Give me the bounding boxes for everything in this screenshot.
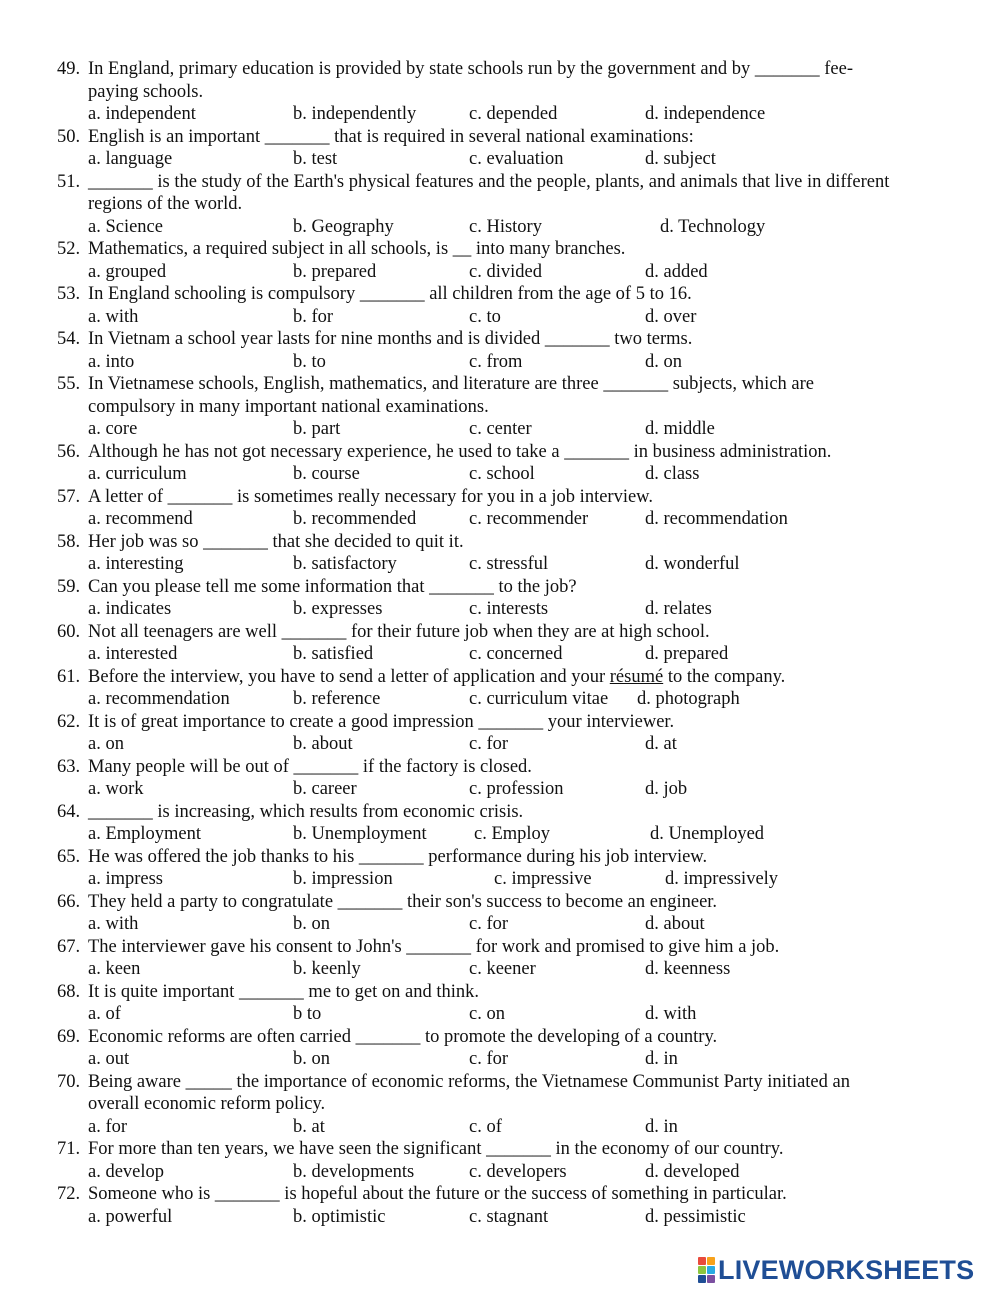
question-text (0, 1071, 903, 1094)
question-stem-line: Economic reforms are often carried _______ to promote the developing of a country. (88, 1026, 718, 1047)
question-text (0, 666, 903, 689)
question-stem-line: _______ is increasing, which results from economic crisis. (88, 801, 524, 822)
option-d[interactable]: d. about (645, 914, 705, 934)
option-b[interactable]: b. Geography (293, 216, 394, 237)
option-c[interactable]: c. interests (469, 599, 549, 619)
question-text (0, 936, 903, 959)
option-d[interactable]: d. photograph (637, 689, 740, 709)
option-d[interactable]: d. impressively (665, 869, 779, 889)
logo-square (698, 1257, 706, 1265)
option-c[interactable]: c. developers (469, 1161, 567, 1182)
question-text (0, 171, 903, 194)
answer-options (0, 823, 1000, 846)
option-b[interactable]: b. part (293, 419, 341, 439)
answer-options (0, 1116, 1000, 1139)
option-a[interactable]: a. develop (88, 1161, 165, 1182)
answer-options (0, 688, 1000, 711)
question-stem-line: The interviewer gave his consent to John's _______ for work and promised to give him a job. (88, 936, 780, 957)
question-stem-line: Many people will be out of _______ if the factory is closed. (88, 756, 532, 777)
option-c[interactable]: c. for (469, 1049, 509, 1069)
question-66 (0, 891, 1000, 936)
question-number: 60. (57, 621, 81, 642)
option-b[interactable]: b. satisfactory (293, 554, 397, 574)
question-text (0, 441, 903, 464)
option-d[interactable]: d. developed (645, 1161, 740, 1182)
question-number: 61. (57, 666, 81, 687)
question-stem-line: In England, primary education is provided by state schools run by the government and by _______ fee- (88, 59, 853, 79)
question-stem-line: overall economic reform policy. (88, 1094, 326, 1114)
question-stem-line: Being aware _____ the importance of economic reforms, the Vietnamese Communist Party initiated an (88, 1071, 850, 1092)
option-c[interactable]: c. Employ (474, 824, 551, 844)
question-text (0, 238, 903, 261)
option-c[interactable]: c. from (469, 351, 523, 372)
option-b[interactable]: b. at (293, 1116, 325, 1137)
option-a[interactable]: a. recommendation (88, 689, 230, 709)
option-c[interactable]: c. profession (469, 779, 564, 799)
question-59 (0, 576, 1000, 621)
answer-options (0, 778, 1000, 801)
answer-options (0, 1003, 1000, 1026)
option-d[interactable]: d. added (645, 261, 708, 282)
question-text (0, 1183, 903, 1206)
question-65 (0, 846, 1000, 891)
answer-options (0, 261, 1000, 284)
option-a[interactable]: a. for (88, 1116, 128, 1137)
question-text (0, 486, 903, 509)
option-d[interactable]: d. keenness (645, 959, 731, 979)
option-c[interactable]: c. curriculum vitae (469, 689, 609, 709)
option-d[interactable]: d. Technology (660, 216, 766, 237)
question-number: 72. (57, 1184, 81, 1204)
option-b[interactable]: b. independently (293, 104, 417, 124)
option-c[interactable]: c. for (469, 914, 509, 934)
question-stem-line: In England schooling is compulsory _______ all children from the age of 5 to 16. (88, 284, 692, 304)
question-stem-line: Can you please tell me some information that _______ to the job? (88, 576, 577, 597)
question-50 (0, 126, 1000, 171)
question-number: 54. (57, 329, 81, 349)
option-d[interactable]: d. at (645, 734, 677, 754)
question-stem-line: regions of the world. (88, 194, 243, 214)
option-a[interactable]: a. interesting (88, 554, 184, 574)
question-71 (0, 1138, 1000, 1183)
question-number: 67. (57, 936, 81, 957)
option-a[interactable]: a. on (88, 734, 124, 754)
option-d[interactable]: d. in (645, 1049, 678, 1069)
question-text (0, 756, 903, 779)
option-d[interactable]: d. relates (645, 599, 712, 619)
question-52 (0, 238, 1000, 283)
question-49 (0, 58, 1000, 126)
option-d[interactable]: d. wonderful (645, 554, 740, 574)
logo-text: LIVEWORKSHEETS (718, 1254, 975, 1285)
answer-options (0, 351, 1000, 374)
question-stem-line: A letter of _______ is sometimes really necessary for you in a job interview. (88, 486, 653, 507)
option-a[interactable]: a. with (88, 306, 139, 327)
question-number: 69. (57, 1026, 81, 1047)
question-number: 56. (57, 441, 81, 462)
option-c[interactable]: c. impressive (494, 869, 592, 889)
answer-options (0, 103, 1000, 126)
option-c[interactable]: c. for (469, 734, 509, 754)
question-number: 68. (57, 981, 81, 1002)
option-d[interactable]: d. in (645, 1116, 678, 1137)
option-a[interactable]: a. indicates (88, 599, 172, 619)
option-a[interactable]: a. recommend (88, 509, 193, 529)
option-a[interactable]: a. language (88, 149, 173, 169)
question-text (0, 801, 903, 824)
option-c[interactable]: c. on (469, 1004, 505, 1024)
question-number: 63. (57, 756, 81, 777)
question-60 (0, 621, 1000, 666)
question-68 (0, 981, 1000, 1026)
answer-options (0, 148, 1000, 171)
question-number: 52. (57, 239, 81, 259)
option-a[interactable]: a. core (88, 419, 138, 439)
option-a[interactable]: a. Employment (88, 824, 202, 844)
logo-square (698, 1266, 706, 1274)
option-b[interactable]: b. recommended (293, 509, 417, 529)
answer-options (0, 508, 1000, 531)
logo-square (707, 1257, 715, 1265)
logo-square (707, 1275, 715, 1283)
question-text (0, 891, 903, 914)
answer-options (0, 958, 1000, 981)
question-text (0, 981, 903, 1004)
question-58 (0, 531, 1000, 576)
answer-options (0, 733, 1000, 756)
question-number: 58. (57, 531, 81, 552)
option-b[interactable]: b. to (293, 351, 326, 372)
question-stem-line: paying schools. (88, 81, 204, 102)
worksheet (0, 58, 1000, 1228)
option-b[interactable]: b. on (293, 914, 330, 934)
question-63 (0, 756, 1000, 801)
option-b[interactable]: b. reference (293, 689, 381, 709)
question-stem-line: He was offered the job thanks to his _______ performance during his job interview. (88, 846, 708, 867)
question-stem-line: Someone who is _______ is hopeful about the future or the success of something in particular. (88, 1184, 787, 1204)
question-stem-line: Before the interview, you have to send a letter of application and your résumé to the company. (88, 666, 786, 687)
option-d[interactable]: d. prepared (645, 644, 729, 664)
question-number: 53. (57, 284, 81, 304)
option-a[interactable]: a. work (88, 779, 144, 799)
option-a[interactable]: a. independent (88, 104, 196, 124)
option-a[interactable]: a. interested (88, 644, 178, 664)
question-51 (0, 171, 1000, 239)
option-c[interactable]: c. keener (469, 959, 536, 979)
question-56 (0, 441, 1000, 486)
logo-square (698, 1275, 706, 1283)
option-c[interactable]: c. school (469, 464, 535, 484)
option-b[interactable]: b. test (293, 149, 338, 169)
question-stem-line: In Vietnamese schools, English, mathematics, and literature are three _______ subjects, which are (88, 374, 814, 394)
option-d[interactable]: d. pessimistic (645, 1206, 746, 1227)
question-stem-line: English is an important _______ that is required in several national examinations: (88, 126, 694, 147)
option-b[interactable]: b. about (293, 734, 353, 754)
question-text-continued (0, 81, 903, 104)
question-stem-line: Mathematics, a required subject in all schools, is __ into many branches. (88, 239, 626, 259)
option-b[interactable]: b. for (293, 306, 334, 327)
question-text (0, 531, 903, 554)
option-b[interactable]: b. satisfied (293, 644, 374, 664)
question-text (0, 1138, 903, 1161)
question-text (0, 576, 903, 599)
question-62 (0, 711, 1000, 756)
question-text (0, 711, 903, 734)
question-53 (0, 283, 1000, 328)
option-b[interactable]: b. prepared (293, 261, 377, 282)
question-number: 59. (57, 576, 81, 597)
question-text (0, 58, 903, 81)
option-c[interactable]: c. depended (469, 104, 558, 124)
option-b[interactable]: b. keenly (293, 959, 361, 979)
question-67 (0, 936, 1000, 981)
answer-options (0, 913, 1000, 936)
answer-options (0, 463, 1000, 486)
question-text (0, 283, 903, 306)
question-number: 65. (57, 846, 81, 867)
question-64 (0, 801, 1000, 846)
option-a[interactable]: a. out (88, 1049, 130, 1069)
option-d[interactable]: d. independence (645, 104, 766, 124)
option-a[interactable]: a. powerful (88, 1206, 173, 1227)
question-stem-line: In Vietnam a school year lasts for nine months and is divided _______ two terms. (88, 329, 693, 349)
question-number: 55. (57, 374, 81, 394)
answer-options (0, 598, 1000, 621)
option-a[interactable]: a. curriculum (88, 464, 187, 484)
option-a[interactable]: a. impress (88, 869, 164, 889)
question-number: 57. (57, 486, 81, 507)
question-number: 50. (57, 126, 81, 147)
question-text (0, 126, 903, 149)
option-b[interactable]: b. Unemployment (293, 824, 427, 844)
answer-options (0, 418, 1000, 441)
question-stem-line: For more than ten years, we have seen the significant _______ in the economy of our country. (88, 1139, 784, 1159)
question-number: 70. (57, 1071, 81, 1092)
option-b[interactable]: b. career (293, 779, 357, 799)
option-b[interactable]: b. optimistic (293, 1206, 386, 1227)
option-b[interactable]: b to (293, 1004, 322, 1024)
option-c[interactable]: c. evaluation (469, 149, 564, 169)
option-d[interactable]: d. subject (645, 149, 716, 169)
question-text-continued (0, 396, 903, 419)
option-c[interactable]: c. of (469, 1116, 502, 1137)
answer-options (0, 216, 1000, 239)
option-c[interactable]: c. recommender (469, 509, 589, 529)
question-stem-line: They held a party to congratulate _______ their son's success to become an engineer. (88, 891, 718, 912)
option-b[interactable]: b. developments (293, 1161, 415, 1182)
option-b[interactable]: b. expresses (293, 599, 383, 619)
option-c[interactable]: c. concerned (469, 644, 563, 664)
option-d[interactable]: d. recommendation (645, 509, 788, 529)
option-c[interactable]: c. stressful (469, 554, 549, 574)
question-55 (0, 373, 1000, 441)
option-c[interactable]: c. center (469, 419, 532, 439)
question-70 (0, 1071, 1000, 1139)
question-69 (0, 1026, 1000, 1071)
question-text-continued (0, 193, 903, 216)
option-a[interactable]: a. with (88, 914, 139, 934)
option-c[interactable]: c. to (469, 306, 501, 327)
question-text (0, 846, 903, 869)
question-number: 66. (57, 891, 81, 912)
option-d[interactable]: d. with (645, 1004, 697, 1024)
option-a[interactable]: a. Science (88, 216, 163, 237)
answer-options (0, 1206, 1000, 1229)
option-a[interactable]: a. into (88, 351, 135, 372)
question-stem-line: Although he has not got necessary experience, he used to take a _______ in business administration. (88, 441, 832, 462)
question-stem-line: Her job was so _______ that she decided to quit it. (88, 531, 464, 552)
option-d[interactable]: d. over (645, 306, 697, 327)
question-text (0, 621, 903, 644)
question-stem-line: _______ is the study of the Earth's physical features and the people, plants, and animals that live in different (88, 171, 890, 192)
question-number: 64. (57, 801, 81, 822)
option-d[interactable]: d. job (645, 779, 688, 799)
question-57 (0, 486, 1000, 531)
question-72 (0, 1183, 1000, 1228)
question-number: 62. (57, 711, 81, 732)
logo-square (707, 1266, 715, 1274)
question-stem-line: It is of great importance to create a good impression _______ your interviewer. (88, 711, 675, 732)
question-text (0, 1026, 903, 1049)
option-a[interactable]: a. grouped (88, 261, 167, 282)
option-d[interactable]: d. Unemployed (650, 824, 765, 844)
question-54 (0, 328, 1000, 373)
option-d[interactable]: d. class (645, 464, 700, 484)
question-number: 51. (57, 171, 81, 192)
option-c[interactable]: c. History (469, 216, 542, 237)
answer-options (0, 1048, 1000, 1071)
option-c[interactable]: c. stagnant (469, 1206, 549, 1227)
question-number: 71. (57, 1139, 81, 1159)
option-a[interactable]: a. of (88, 1004, 121, 1024)
option-d[interactable]: d. middle (645, 419, 715, 439)
question-text (0, 328, 903, 351)
option-c[interactable]: c. divided (469, 261, 542, 282)
liveworksheets-logo[interactable] (698, 1255, 974, 1285)
option-b[interactable]: b. course (293, 464, 360, 484)
question-text-continued (0, 1093, 903, 1116)
underlined-word: résumé (609, 666, 664, 687)
answer-options (0, 1161, 1000, 1184)
option-d[interactable]: d. on (645, 351, 682, 372)
answer-options (0, 643, 1000, 666)
answer-options (0, 868, 1000, 891)
question-stem-line: It is quite important _______ me to get on and think. (88, 981, 480, 1002)
option-b[interactable]: b. on (293, 1049, 330, 1069)
question-61 (0, 666, 1000, 711)
question-text (0, 373, 903, 396)
answer-options (0, 553, 1000, 576)
option-a[interactable]: a. keen (88, 959, 141, 979)
question-stem-line: compulsory in many important national examinations. (88, 396, 489, 417)
question-stem-line: Not all teenagers are well _______ for their future job when they are at high school. (88, 621, 710, 642)
liveworksheets-mark-icon (698, 1257, 715, 1283)
option-b[interactable]: b. impression (293, 869, 393, 889)
answer-options (0, 306, 1000, 329)
question-number: 49. (57, 59, 81, 79)
